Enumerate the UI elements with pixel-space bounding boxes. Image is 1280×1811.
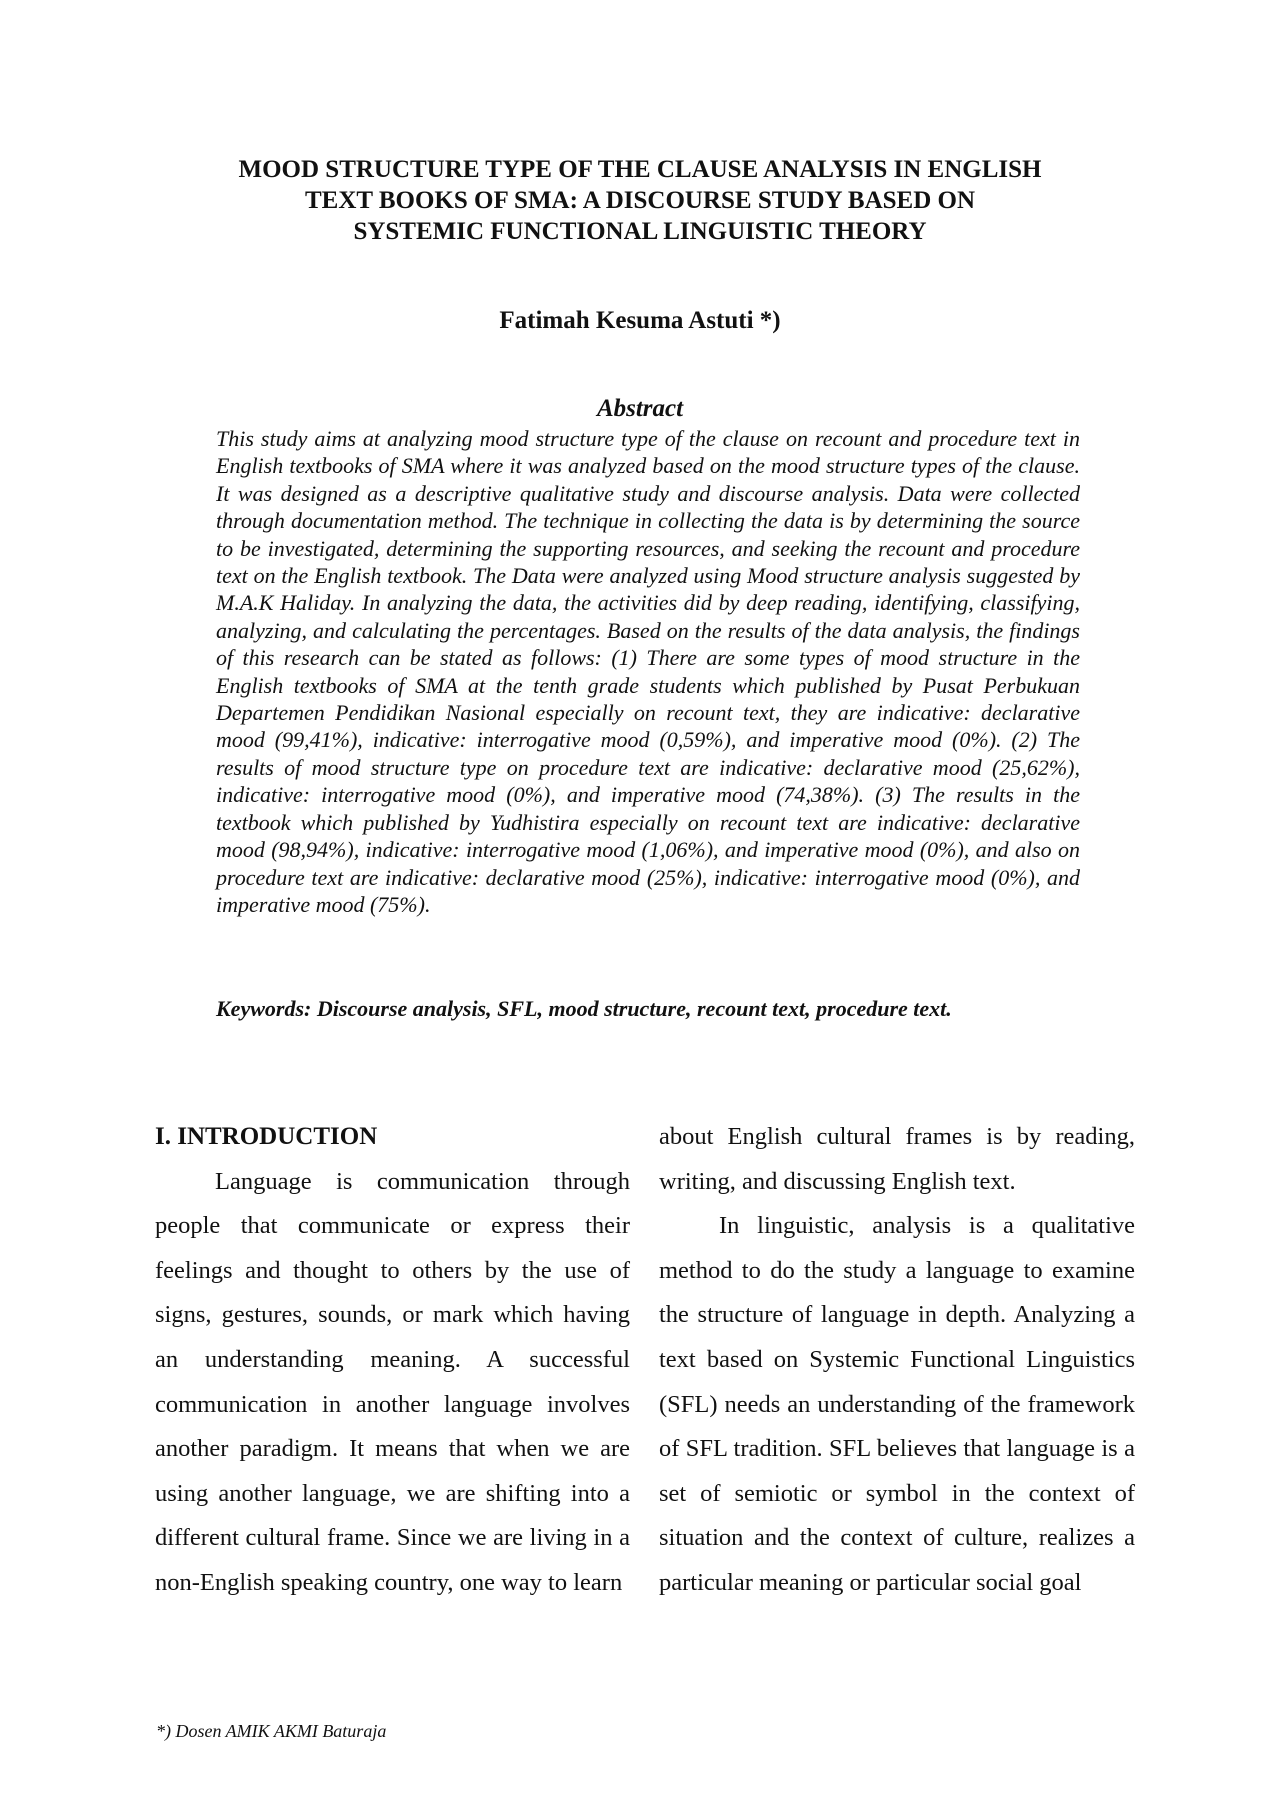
left-column <box>155 1115 630 1606</box>
section-heading-introduction: I. INTRODUCTION <box>155 1123 378 1150</box>
abstract-body: This study aims at analyzing mood structure type of the clause on recount and procedure text in English textbooks of SMA where it was analyzed based on the mood structure types of the clause. It was designed as a descriptive qualitative study and discourse analysis. Data were collected through documentation method. The technique in collecting the data is by determining the source to be investigated, determining the supporting resources, and seeking the recount and procedure text on the English textbook. The Data were analyzed using Mood structure analysis suggested by M.A.K Haliday. In analyzing the data, the activities did by deep reading, identifying, classifying, analyzing, and calculating the percentages. Based on the results of the data analysis, the findings of this research can be stated as follows: (1) There are some types of mood structure in the English textbooks of SMA at the tenth grade students which published by Pusat Perbukuan Departemen Pendidikan Nasional especially on recount text, they are indicative: declarative mood (99,41%), indicative: interrogative mood (0,59%), and imperative mood (0%). (2) The results of mood structure type on procedure text are indicative: declarative mood (25,62%), indicative: interrogative mood (0%), and imperative mood (74,38%). (3) The results in the textbook which published by Yudhistira especially on recount text are indicative: declarative mood (98,94%), indicative: interrogative mood (1,06%), and imperative mood (0%), and also on procedure text are indicative: declarative mood (25%), indicative: interrogative mood (0%), and imperative mood (75%). <box>216 426 1080 917</box>
intro-paragraph-1-continued: about English cultural frames is by reading, writing, and discussing English text. <box>659 1123 1135 1195</box>
intro-paragraph-2: In linguistic, analysis is a qualitative method to do the study a language to examine the structure of language in depth. Analyzing a text based on Systemic Functional Linguistics (SFL) needs an understanding of the framework of SFL tradition. SFL believes that language is a set of semiotic or symbol in the context of situation and the context of culture, realizes a particular meaning or particular social goal <box>659 1212 1135 1596</box>
keywords: Keywords: Discourse analysis, SFL, mood structure, recount text, procedure text. <box>216 996 952 1021</box>
intro-paragraph-1: Language is communication through people that communicate or express their feelings and thought to others by the use of signs, gestures, sounds, or mark which having an understanding meaning. A successful communication in another language involves another paradigm. It means that when we are using another language, we are shifting into a different cultural frame. Since we are living in a non-English speaking country, one way to learn <box>155 1167 630 1596</box>
right-column <box>659 1115 1135 1606</box>
paper-title-line-3: SYSTEMIC FUNCTIONAL LINGUISTIC THEORY <box>353 218 927 245</box>
paper-title <box>180 154 1100 247</box>
paper-title-line-1: MOOD STRUCTURE TYPE OF THE CLAUSE ANALYSIS IN ENGLISH <box>238 156 1042 183</box>
paper-title-line-2: TEXT BOOKS OF SMA: A DISCOURSE STUDY BASED ON <box>304 187 976 214</box>
abstract-heading: Abstract <box>596 395 684 422</box>
author-name: Fatimah Kesuma Astuti *) <box>499 307 781 334</box>
footnote: *) Dosen AMIK AKMI Baturaja <box>156 1721 387 1741</box>
